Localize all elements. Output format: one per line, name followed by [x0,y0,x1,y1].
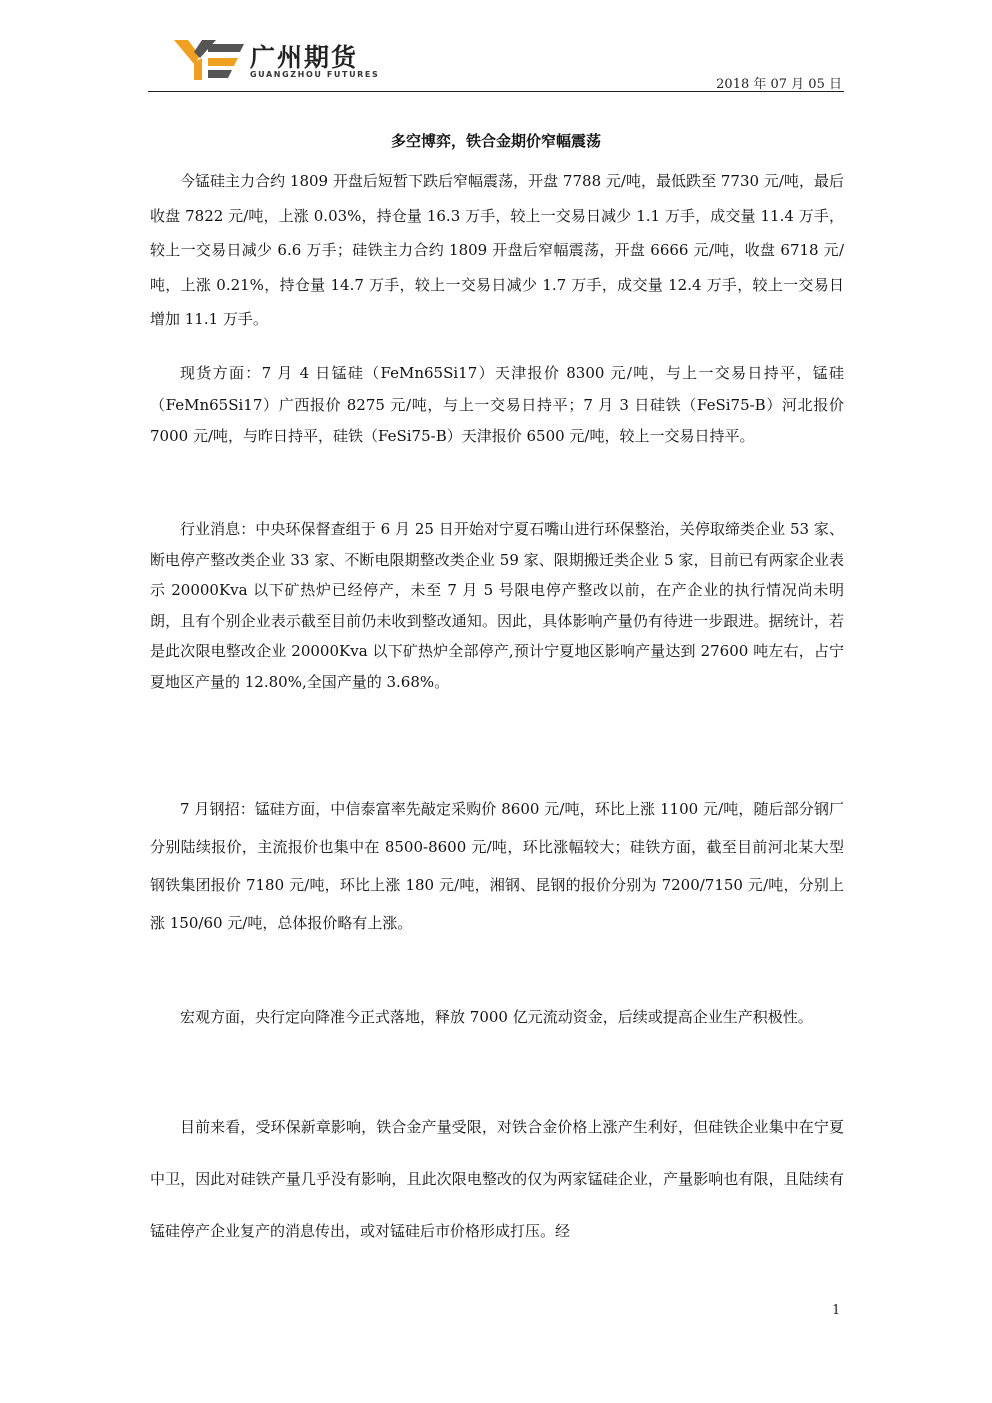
brand-name-en: GUANGZHOU FUTURES [250,70,380,79]
report-date: 2018 年 07 月 05 日 [716,77,842,92]
brand-name-cn: 广州期货 [250,43,359,72]
yf-logo-icon [172,38,246,82]
page-number: 1 [832,1303,841,1318]
paragraph-steel-tender: 7 月钢招：锰硅方面，中信泰富率先敲定采购价 8600 元/吨，环比上涨 1100 元/吨，随后部分钢厂分别陆续报价，主流报价也集中在 8500-8600 元/吨，环比涨幅较大；硅铁方面，截至目前河北某大型钢铁集团报价 7180 元/吨，环比上涨 180 元/吨，湘钢、昆钢的报价分别为 7200/7150 元/吨，分别上涨 150/60 元/吨，总体报价略有上涨。 [150,800,844,932]
company-logo [172,38,380,84]
paragraph-market-summary: 今锰硅主力合约 1809 开盘后短暂下跌后窄幅震荡，开盘 7788 元/吨，最低跌至 7730 元/吨，最后收盘 7822 元/吨，上涨 0.03%，持仓量 16.3 万手，较上一交易日减少 1.1 万手，成交量 11.4 万手，较上一交易日减少 6.6 万手；硅铁主力合约 1809 开盘后窄幅震荡，开盘 6666 元/吨，收盘 6718 元/吨，上涨 0.21%，持仓量 14.7 万手，较上一交易日减少 1.7 万手，成交量 12.4 万手，较上一交易日增加 11.1 万手。 [150,172,844,328]
paragraph-outlook: 目前来看，受环保新章影响，铁合金产量受限，对铁合金价格上涨产生利好，但硅铁企业集中在宁夏中卫，因此对硅铁产量几乎没有影响，且此次限电整改的仅为两家锰硅企业，产量影响也有限，且陆续有锰硅停产企业复产的消息传出，或对锰硅后市价格形成打压。经 [150,1118,844,1240]
paragraph-macro: 宏观方面，央行定向降准今正式落地，释放 7000 亿元流动资金，后续或提高企业生产积极性。 [180,1008,813,1026]
paragraph-spot-prices: 现货方面：7 月 4 日锰硅（FeMn65Si17）天津报价 8300 元/吨，与上一交易日持平，锰硅（FeMn65Si17）广西报价 8275 元/吨，与上一交易日持平；7 月 3 日硅铁（FeSi75-B）河北报价 7000 元/吨，与昨日持平，硅铁（FeSi75-B）天津报价 6500 元/吨，较上一交易日持平。 [150,364,844,445]
header-divider [148,91,844,92]
paragraph-industry-news: 行业消息：中央环保督查组于 6 月 25 日开始对宁夏石嘴山进行环保整治，关停取缔类企业 53 家、断电停产整改类企业 33 家、不断电限期整改类企业 59 家、限期搬迁类企业 5 家，目前已有两家企业表示 20000Kva 以下矿热炉已经停产，未至 7 月 5 号限电停产整改以前，在产企业的执行情况尚未明朗，且有个别企业表示截至目前仍未收到整改通知。因此，具体影响产量仍有待进一步跟进。据统计，若是此次限电整改企业 20000Kva 以下矿热炉全部停产,预计宁夏地区影响产量达到 27600 吨左右，占宁夏地区产量的 12.80%,全国产量的 3.68%。 [150,520,844,691]
article-title: 多空博弈，铁合金期价窄幅震荡 [390,132,601,150]
